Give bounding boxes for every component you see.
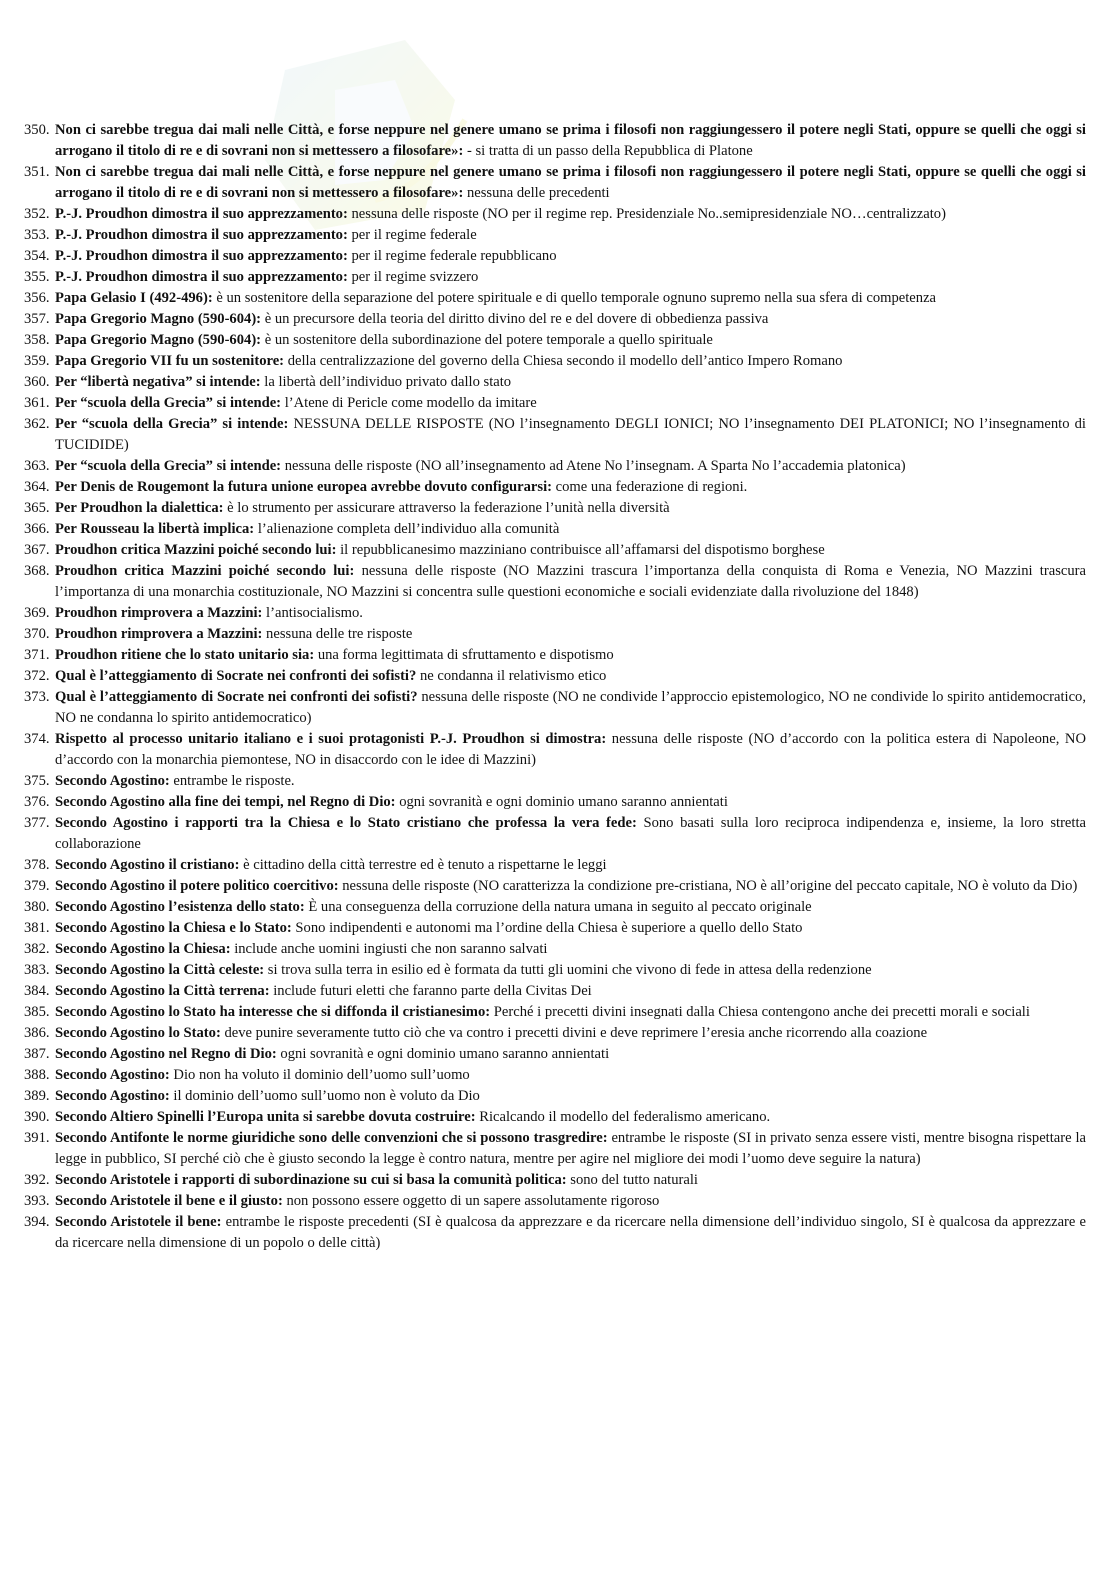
list-item	[24, 1065, 1086, 1086]
answer-text: ogni sovranità e ogni dominio umano saranno annientati	[395, 794, 728, 810]
question-text: Secondo Agostino la Chiesa:	[55, 941, 231, 957]
list-item	[24, 1002, 1086, 1023]
item-number: 390.	[24, 1109, 50, 1125]
question-text: Non ci sarebbe tregua dai mali nelle Città, e forse neppure nel genere umano se prima i filosofi non raggiungessero il potere negli Stati, oppure se quelli che oggi si arrogano il titolo di re e di sovrani non si mettessero a filosofare»:	[55, 122, 1086, 159]
list-item	[24, 1170, 1086, 1191]
question-text: Proudhon rimprovera a Mazzini:	[55, 626, 263, 642]
item-number: 351.	[24, 164, 50, 180]
question-text: Secondo Agostino i rapporti tra la Chiesa e lo Stato cristiano che professa la vera fede:	[55, 815, 637, 831]
item-number: 386.	[24, 1025, 50, 1041]
list-item	[24, 624, 1086, 645]
list-item	[24, 309, 1086, 330]
item-number: 387.	[24, 1046, 50, 1062]
item-number: 355.	[24, 269, 50, 285]
list-item	[24, 666, 1086, 687]
answer-text: l’antisocialismo.	[262, 605, 363, 621]
list-item	[24, 246, 1086, 267]
question-text: Secondo Agostino:	[55, 773, 170, 789]
item-number: 354.	[24, 248, 50, 264]
answer-text: ne condanna il relativismo etico	[416, 668, 607, 684]
item-number: 372.	[24, 668, 50, 684]
question-text: Secondo Agostino l’esistenza dello stato:	[55, 899, 305, 915]
answer-text: - si tratta di un passo della Repubblica di Platone	[463, 143, 753, 159]
answer-text: si trova sulla terra in esilio ed è formata da tutti gli uomini che vivono di fede in attesa della redenzione	[264, 962, 872, 978]
question-text: Per “scuola della Grecia” si intende:	[55, 458, 282, 474]
question-text: P.-J. Proudhon dimostra il suo apprezzamento:	[55, 206, 348, 222]
item-number: 368.	[24, 563, 50, 579]
list-item	[24, 267, 1086, 288]
item-number: 393.	[24, 1193, 50, 1209]
item-number: 388.	[24, 1067, 50, 1083]
list-item	[24, 519, 1086, 540]
question-text: Qual è l’atteggiamento di Socrate nei confronti dei sofisti?	[55, 668, 417, 684]
list-item	[24, 204, 1086, 225]
item-number: 366.	[24, 521, 50, 537]
answer-text: nessuna delle risposte (NO Mazzini trascura l’importanza della conquista di Roma e Venezia, NO Mazzini trascura l’importanza di una monarchia costituzionale, NO Mazzini si concentra sulle questioni economiche e sociali evidenziate dalla rivoluzione del 1848)	[55, 563, 1086, 600]
answer-text: è un precursore della teoria del diritto divino del re e del dovere di obbedienza passiva	[261, 311, 769, 327]
answer-text: Sono indipendenti e autonomi ma l’ordine della Chiesa è superiore a quello dello Stato	[291, 920, 803, 936]
question-text: Papa Gelasio I (492-496):	[55, 290, 213, 306]
question-text: Papa Gregorio VII fu un sostenitore:	[55, 353, 285, 369]
item-number: 379.	[24, 878, 50, 894]
answer-text: nessuna delle risposte (NO per il regime rep. Presidenziale No..semipresidenziale NO…centralizzato)	[347, 206, 946, 222]
list-item	[24, 1044, 1086, 1065]
question-text: Qual è l’atteggiamento di Socrate nei confronti dei sofisti?	[55, 689, 418, 705]
question-text: Proudhon ritiene che lo stato unitario sia:	[55, 647, 315, 663]
list-item	[24, 225, 1086, 246]
item-number: 361.	[24, 395, 50, 411]
answer-text: È una conseguenza della corruzione della natura umana in seguito al peccato originale	[304, 899, 812, 915]
list-item	[24, 393, 1086, 414]
answer-text: l’Atene di Pericle come modello da imitare	[281, 395, 537, 411]
list-item	[24, 960, 1086, 981]
question-text: Secondo Aristotele il bene:	[55, 1214, 222, 1230]
list-item	[24, 645, 1086, 666]
question-text: Secondo Agostino lo Stato ha interesse che si diffonda il cristianesimo:	[55, 1004, 491, 1020]
item-number: 362.	[24, 416, 50, 432]
list-item	[24, 372, 1086, 393]
list-item	[24, 1086, 1086, 1107]
list-item	[24, 1191, 1086, 1212]
item-number: 394.	[24, 1214, 50, 1230]
question-text: Secondo Agostino la Chiesa e lo Stato:	[55, 920, 292, 936]
answer-text: nessuna delle precedenti	[463, 185, 610, 201]
answer-text: sono del tutto naturali	[566, 1172, 698, 1188]
answer-text: è un sostenitore della subordinazione del potere temporale a quello spirituale	[261, 332, 713, 348]
question-text: Per Rousseau la libertà implica:	[55, 521, 255, 537]
answer-text: l’alienazione completa dell’individuo alla comunità	[254, 521, 560, 537]
answer-text: Dio non ha voluto il dominio dell’uomo sull’uomo	[169, 1067, 470, 1083]
item-number: 367.	[24, 542, 50, 558]
qa-list	[24, 120, 1086, 1254]
question-text: Secondo Agostino la Città celeste:	[55, 962, 265, 978]
answer-text: il dominio dell’uomo sull’uomo non è voluto da Dio	[169, 1088, 480, 1104]
answer-text: Perché i precetti divini insegnati dalla Chiesa contengono anche dei precetti morali e sociali	[490, 1004, 1030, 1020]
item-number: 356.	[24, 290, 50, 306]
item-number: 389.	[24, 1088, 50, 1104]
item-number: 384.	[24, 983, 50, 999]
list-item	[24, 162, 1086, 204]
answer-text: NESSUNA DELLE RISPOSTE (NO l’insegnamento DEGLI IONICI; NO l’insegnamento DEI PLATONICI; NO l’insegnamento di TUCIDIDE)	[55, 416, 1086, 453]
item-number: 370.	[24, 626, 50, 642]
item-number: 391.	[24, 1130, 50, 1146]
question-text: Secondo Agostino la Città terrena:	[55, 983, 270, 999]
item-number: 392.	[24, 1172, 50, 1188]
list-item	[24, 1107, 1086, 1128]
answer-text: nessuna delle risposte (NO caratterizza la condizione pre-cristiana, NO è all’origine del peccato capitale, NO è voluto da Dio)	[338, 878, 1078, 894]
answer-text: nessuna delle risposte (NO all’insegnamento ad Atene No l’insegnam. A Sparta No l’accademia platonica)	[281, 458, 906, 474]
item-number: 359.	[24, 353, 50, 369]
item-number: 360.	[24, 374, 50, 390]
question-text: Secondo Agostino nel Regno di Dio:	[55, 1046, 277, 1062]
list-item	[24, 477, 1086, 498]
item-number: 383.	[24, 962, 50, 978]
answer-text: include anche uomini ingiusti che non saranno salvati	[230, 941, 548, 957]
answer-text: per il regime federale	[347, 227, 477, 243]
list-item	[24, 120, 1086, 162]
item-number: 363.	[24, 458, 50, 474]
question-text: Per “scuola della Grecia” si intende:	[55, 395, 282, 411]
answer-text: nessuna delle risposte (NO ne condivide l’approccio epistemologico, NO ne condivide lo spirito antidemocratico, NO ne condanna lo spirito antidemocratico)	[55, 689, 1086, 726]
list-item	[24, 603, 1086, 624]
question-text: Secondo Aristotele il bene e il giusto:	[55, 1193, 283, 1209]
answer-text: il repubblicanesimo mazziniano contribuisce all’affamarsi del dispotismo borghese	[336, 542, 825, 558]
answer-text: una forma legittimata di sfruttamento e dispotismo	[314, 647, 614, 663]
item-number: 385.	[24, 1004, 50, 1020]
answer-text: per il regime federale repubblicano	[347, 248, 557, 264]
list-item	[24, 561, 1086, 603]
list-item	[24, 897, 1086, 918]
item-number: 357.	[24, 311, 50, 327]
question-text: Per “libertà negativa” si intende:	[55, 374, 261, 390]
item-number: 378.	[24, 857, 50, 873]
answer-text: è cittadino della città terrestre ed è tenuto a rispettarne le leggi	[239, 857, 607, 873]
question-text: Secondo Agostino:	[55, 1088, 170, 1104]
item-number: 373.	[24, 689, 50, 705]
item-number: 381.	[24, 920, 50, 936]
question-text: Non ci sarebbe tregua dai mali nelle Città, e forse neppure nel genere umano se prima i filosofi non raggiungessero il potere negli Stati, oppure se quelli che oggi si arrogano il titolo di re e di sovrani non si mettessero a filosofare»:	[55, 164, 1086, 201]
list-item	[24, 792, 1086, 813]
answer-text: la libertà dell’individuo privato dallo stato	[260, 374, 512, 390]
answer-text: entrambe le risposte (SI in privato senza essere visti, mentre bisogna rispettare la legge in pubblico, SI perché ciò che è giusto secondo la legge è contro natura, mentre per agire nel migliore dei modi l’uomo deve seguire la natura)	[55, 1130, 1086, 1167]
list-item	[24, 687, 1086, 729]
answer-text: Sono basati sulla loro reciproca indipendenza e, insieme, la loro stretta collaborazione	[55, 815, 1086, 852]
answer-text: non possono essere oggetto di un sapere assolutamente rigoroso	[282, 1193, 660, 1209]
question-text: Papa Gregorio Magno (590-604):	[55, 332, 262, 348]
list-item	[24, 939, 1086, 960]
item-number: 364.	[24, 479, 50, 495]
list-item	[24, 414, 1086, 456]
list-item	[24, 729, 1086, 771]
item-number: 350.	[24, 122, 50, 138]
list-item	[24, 498, 1086, 519]
item-number: 376.	[24, 794, 50, 810]
question-text: Secondo Agostino il cristiano:	[55, 857, 240, 873]
list-item	[24, 351, 1086, 372]
list-item	[24, 918, 1086, 939]
item-number: 377.	[24, 815, 50, 831]
question-text: Secondo Antifonte le norme giuridiche sono delle convenzioni che si possono trasgredire:	[55, 1130, 608, 1146]
list-item	[24, 288, 1086, 309]
list-item	[24, 1212, 1086, 1254]
question-text: P.-J. Proudhon dimostra il suo apprezzamento:	[55, 269, 348, 285]
question-text: Proudhon rimprovera a Mazzini:	[55, 605, 263, 621]
answer-text: entrambe le risposte precedenti (SI è qualcosa da apprezzare e da ricercare nella dimensione dell’individuo singolo, SI è qualcosa da apprezzare e da ricercare nella dimensione di un popolo o delle città)	[55, 1214, 1086, 1251]
list-item	[24, 876, 1086, 897]
item-number: 382.	[24, 941, 50, 957]
item-number: 358.	[24, 332, 50, 348]
list-item	[24, 330, 1086, 351]
answer-text: come una federazione di regioni.	[552, 479, 748, 495]
item-number: 371.	[24, 647, 50, 663]
item-number: 380.	[24, 899, 50, 915]
list-item	[24, 1128, 1086, 1170]
question-text: Secondo Agostino il potere politico coercitivo:	[55, 878, 339, 894]
question-text: Secondo Agostino alla fine dei tempi, nel Regno di Dio:	[55, 794, 396, 810]
item-number: 369.	[24, 605, 50, 621]
list-item	[24, 813, 1086, 855]
list-item	[24, 456, 1086, 477]
answer-text: nessuna delle risposte (NO d’accordo con la politica estera di Napoleone, NO d’accordo con la monarchia piemontese, NO in disaccordo con le idee di Mazzini)	[55, 731, 1086, 768]
list-item	[24, 771, 1086, 792]
list-item	[24, 981, 1086, 1002]
item-number: 353.	[24, 227, 50, 243]
answer-text: Ricalcando il modello del federalismo americano.	[475, 1109, 771, 1125]
answer-text: nessuna delle tre risposte	[262, 626, 413, 642]
item-number: 375.	[24, 773, 50, 789]
document-page	[24, 120, 1086, 1254]
item-number: 365.	[24, 500, 50, 516]
item-number: 352.	[24, 206, 50, 222]
question-text: P.-J. Proudhon dimostra il suo apprezzamento:	[55, 248, 348, 264]
question-text: Proudhon critica Mazzini poiché secondo lui:	[55, 563, 355, 579]
question-text: Secondo Agostino lo Stato:	[55, 1025, 221, 1041]
answer-text: entrambe le risposte.	[169, 773, 295, 789]
question-text: Per “scuola della Grecia” si intende:	[55, 416, 289, 432]
list-item	[24, 1023, 1086, 1044]
list-item	[24, 855, 1086, 876]
answer-text: della centralizzazione del governo della Chiesa secondo il modello dell’antico Impero Romano	[284, 353, 843, 369]
question-text: Secondo Altiero Spinelli l’Europa unita si sarebbe dovuta costruire:	[55, 1109, 476, 1125]
answer-text: include futuri eletti che faranno parte della Civitas Dei	[269, 983, 592, 999]
question-text: Proudhon critica Mazzini poiché secondo lui:	[55, 542, 337, 558]
question-text: Rispetto al processo unitario italiano e i suoi protagonisti P.-J. Proudhon si dimostra:	[55, 731, 607, 747]
question-text: Per Denis de Rougemont la futura unione europea avrebbe dovuto configurarsi:	[55, 479, 552, 495]
answer-text: ogni sovranità e ogni dominio umano saranno annientati	[276, 1046, 610, 1062]
question-text: Secondo Aristotele i rapporti di subordinazione su cui si basa la comunità politica:	[55, 1172, 567, 1188]
question-text: Papa Gregorio Magno (590-604):	[55, 311, 262, 327]
answer-text: è lo strumento per assicurare attraverso la federazione l’unità nella diversità	[223, 500, 670, 516]
question-text: Secondo Agostino:	[55, 1067, 170, 1083]
question-text: Per Proudhon la dialettica:	[55, 500, 224, 516]
answer-text: è un sostenitore della separazione del potere spirituale e di quello temporale ognuno supremo nella sua sfera di competenza	[212, 290, 937, 306]
answer-text: per il regime svizzero	[347, 269, 479, 285]
question-text: P.-J. Proudhon dimostra il suo apprezzamento:	[55, 227, 348, 243]
answer-text: deve punire severamente tutto ciò che va contro i precetti divini e deve reprimere l’eresia anche ricorrendo alla coazione	[220, 1025, 928, 1041]
list-item	[24, 540, 1086, 561]
item-number: 374.	[24, 731, 50, 747]
